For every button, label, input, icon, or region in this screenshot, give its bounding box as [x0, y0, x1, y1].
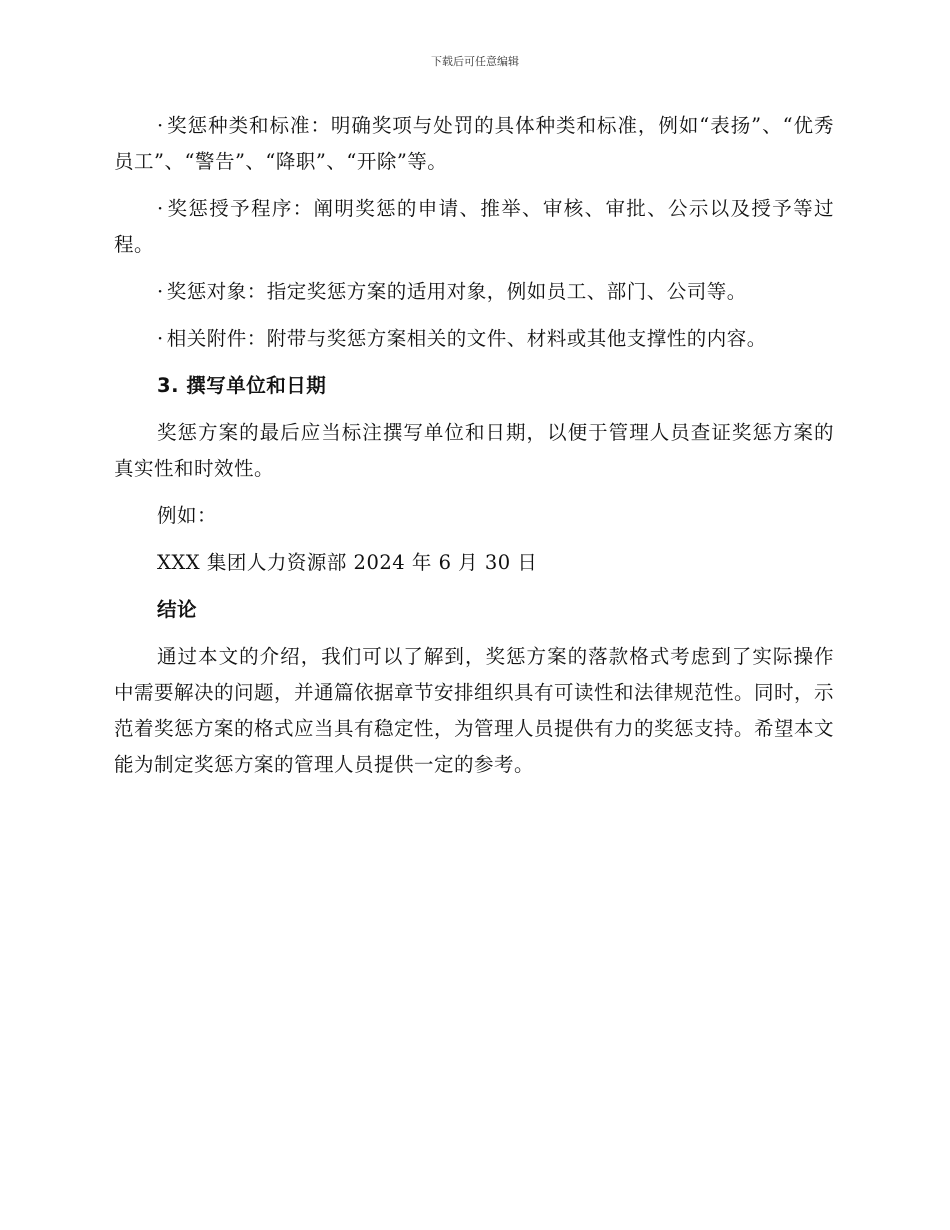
bullet-dot-icon: · [157, 114, 164, 137]
page-header: 下载后可任意编辑 [431, 55, 519, 68]
bullet-dot-icon: · [157, 327, 164, 350]
section-heading-author-date: 3. 撰写单位和日期 [157, 374, 327, 397]
bullet-dot-icon: · [157, 197, 164, 220]
section-heading-conclusion: 结论 [157, 598, 198, 621]
bullet-item-award-types [114, 108, 834, 180]
bullet-text: 奖惩授予程序：阐明奖惩的申请、推举、审核、审批、公示以及授予等过程。 [114, 197, 834, 256]
example-label: 例如： [157, 504, 218, 527]
bullet-text: 奖惩种类和标准：明确奖项与处罚的具体种类和标准，例如“表扬”、“优秀员工”、“警告”、“降职”、“开除”等。 [114, 114, 834, 173]
bullet-text: 相关附件：附带与奖惩方案相关的文件、材料或其他支撑性的内容。 [166, 327, 767, 350]
bullet-item-award-procedure [114, 191, 834, 263]
conclusion-paragraph: 通过本文的介绍，我们可以了解到，奖惩方案的落款格式考虑到了实际操作中需要解决的问题，并通篇依据章节安排组织具有可读性和法律规范性。同时，示范着奖惩方案的格式应当具有稳定性，为管理人员提供有力的奖惩支持。希望本文能为制定奖惩方案的管理人员提供一定的参考。 [114, 645, 835, 776]
example-signature: XXX 集团人力资源部 2024 年 6 月 30 日 [157, 551, 538, 574]
body-paragraph: 奖惩方案的最后应当标注撰写单位和日期，以便于管理人员查证奖惩方案的真实性和时效性。 [114, 421, 834, 480]
bullet-dot-icon: · [157, 280, 164, 303]
bullet-item-attachments [114, 321, 834, 357]
bullet-text: 奖惩对象：指定奖惩方案的适用对象，例如员工、部门、公司等。 [166, 280, 747, 303]
document-body [114, 108, 834, 794]
bullet-item-award-target [114, 274, 834, 310]
